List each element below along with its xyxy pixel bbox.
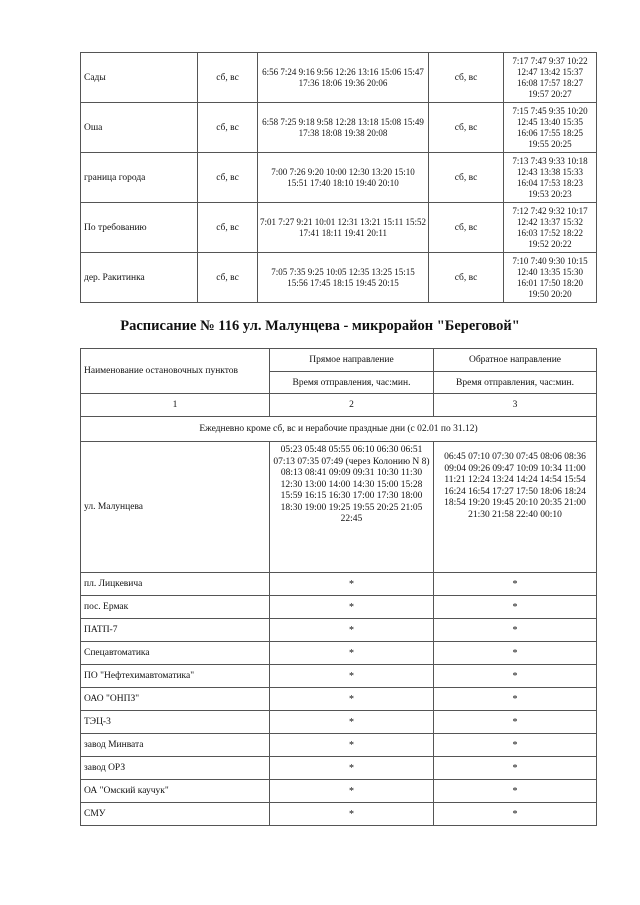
forward-mark: * xyxy=(270,596,434,619)
table-row xyxy=(81,711,597,734)
forward-mark: * xyxy=(270,619,434,642)
times-forward: 7:05 7:35 9:25 10:05 12:35 13:25 15:15 15:56 17:45 18:15 19:45 20:15 xyxy=(258,253,429,303)
days-forward: сб, вс xyxy=(198,253,258,303)
backward-mark: * xyxy=(434,688,597,711)
backward-mark: * xyxy=(434,757,597,780)
forward-mark: * xyxy=(270,734,434,757)
table-row xyxy=(81,734,597,757)
column-number-1: 1 xyxy=(81,394,270,417)
table-row xyxy=(81,573,597,596)
backward-mark: * xyxy=(434,734,597,757)
table-row xyxy=(81,688,597,711)
backward-mark: * xyxy=(434,596,597,619)
forward-mark: * xyxy=(270,688,434,711)
header-forward-time: Время отправления, час:мин. xyxy=(270,372,434,394)
table-row xyxy=(81,53,597,103)
stop-name: Сады xyxy=(81,53,198,103)
times-backward: 7:13 7:43 9:33 10:18 12:43 13:38 15:33 16:04 17:53 18:23 19:53 20:23 xyxy=(504,153,597,203)
backward-mark: * xyxy=(434,619,597,642)
stop-name: Оша xyxy=(81,103,198,153)
route-116-schedule-table xyxy=(80,348,597,826)
days-backward: сб, вс xyxy=(429,153,504,203)
days-forward: сб, вс xyxy=(198,203,258,253)
table-row xyxy=(81,203,597,253)
forward-mark: * xyxy=(270,665,434,688)
times-forward: 7:01 7:27 9:21 10:01 12:31 13:21 15:11 15:52 17:41 18:11 19:41 20:11 xyxy=(258,203,429,253)
stop-name: граница города xyxy=(81,153,198,203)
table-row xyxy=(81,253,597,303)
stop-name: СМУ xyxy=(81,803,270,826)
stop-name: ОА "Омский каучук" xyxy=(81,780,270,803)
forward-mark: * xyxy=(270,803,434,826)
stop-name: ПАТП-7 xyxy=(81,619,270,642)
backward-mark: * xyxy=(434,665,597,688)
stop-name: дер. Ракитинка xyxy=(81,253,198,303)
times-backward: 7:17 7:47 9:37 10:22 12:47 13:42 15:37 16:08 17:57 18:27 19:57 20:27 xyxy=(504,53,597,103)
forward-mark: * xyxy=(270,757,434,780)
header-stops: Наименование остановочных пунктов xyxy=(81,349,270,394)
stop-name: завод Минвата xyxy=(81,734,270,757)
backward-mark: * xyxy=(434,711,597,734)
days-forward: сб, вс xyxy=(198,103,258,153)
times-forward: 6:56 7:24 9:16 9:56 12:26 13:16 15:06 15:47 17:36 18:06 19:36 20:06 xyxy=(258,53,429,103)
first-stop-name: ул. Малунцева xyxy=(81,442,270,573)
days-backward: сб, вс xyxy=(429,103,504,153)
backward-mark: * xyxy=(434,573,597,596)
times-backward: 7:10 7:40 9:30 10:15 12:40 13:35 15:30 16:01 17:50 18:20 19:50 20:20 xyxy=(504,253,597,303)
table-row xyxy=(81,803,597,826)
schedule-note: Ежедневно кроме сб, вс и нерабочие праздные дни (с 02.01 по 31.12) xyxy=(81,417,597,442)
times-backward: 7:15 7:45 9:35 10:20 12:45 13:40 15:35 16:06 17:55 18:25 19:55 20:25 xyxy=(504,103,597,153)
days-forward: сб, вс xyxy=(198,53,258,103)
backward-mark: * xyxy=(434,803,597,826)
header-row xyxy=(81,349,597,372)
schedule-title: Расписание № 116 ул. Малунцева - микрорайон "Береговой" xyxy=(120,318,520,334)
backward-mark: * xyxy=(434,642,597,665)
forward-mark: * xyxy=(270,642,434,665)
header-forward: Прямое направление xyxy=(270,349,434,372)
first-stop-forward-times: 05:23 05:48 05:55 06:10 06:30 06:51 07:13 07:35 07:49 (через Колонию N 8) 08:13 08:41 09:09 09:31 10:30 11:30 12:30 13:00 14:00 14:30 15:00 15:28 15:59 16:15 16:30 17:00 17:30 18:00 18:30 19:00 19:25 19:55 20:25 21:05 22:45 xyxy=(270,442,434,573)
first-stop-backward-times: 06:45 07:10 07:30 07:45 08:06 08:36 09:04 09:26 09:47 10:09 10:34 11:00 11:21 12:24 13:24 14:24 14:54 15:54 16:24 16:54 17:27 17:50 18:06 18:24 18:54 19:20 19:45 20:10 20:35 21:00 21:30 21:58 22:40 00:10 xyxy=(434,442,597,573)
table-row xyxy=(81,619,597,642)
previous-schedule-table xyxy=(80,52,597,303)
table-row xyxy=(81,780,597,803)
stop-name: завод ОРЗ xyxy=(81,757,270,780)
table-row xyxy=(81,103,597,153)
stop-name: ТЭЦ-3 xyxy=(81,711,270,734)
days-forward: сб, вс xyxy=(198,153,258,203)
days-backward: сб, вс xyxy=(429,53,504,103)
forward-mark: * xyxy=(270,573,434,596)
table-row xyxy=(81,596,597,619)
table-row xyxy=(81,642,597,665)
table-row xyxy=(81,153,597,203)
times-forward: 6:58 7:25 9:18 9:58 12:28 13:18 15:08 15:49 17:38 18:08 19:38 20:08 xyxy=(258,103,429,153)
times-forward: 7:00 7:26 9:20 10:00 12:30 13:20 15:10 15:51 17:40 18:10 19:40 20:10 xyxy=(258,153,429,203)
times-backward: 7:12 7:42 9:32 10:17 12:42 13:37 15:32 16:03 17:52 18:22 19:52 20:22 xyxy=(504,203,597,253)
stop-name: ОАО "ОНПЗ" xyxy=(81,688,270,711)
header-backward: Обратное направление xyxy=(434,349,597,372)
column-number-2: 2 xyxy=(270,394,434,417)
table-row xyxy=(81,665,597,688)
days-backward: сб, вс xyxy=(429,203,504,253)
stop-name: По требованию xyxy=(81,203,198,253)
header-backward-time: Время отправления, час:мин. xyxy=(434,372,597,394)
backward-mark: * xyxy=(434,780,597,803)
column-number-3: 3 xyxy=(434,394,597,417)
stop-name: Спецавтоматика xyxy=(81,642,270,665)
stop-name: пос. Ермак xyxy=(81,596,270,619)
forward-mark: * xyxy=(270,780,434,803)
stop-name: пл. Лицкевича xyxy=(81,573,270,596)
first-stop-row xyxy=(81,442,597,573)
column-number-row xyxy=(81,394,597,417)
forward-mark: * xyxy=(270,711,434,734)
stop-name: ПО "Нефтехимавтоматика" xyxy=(81,665,270,688)
schedule-note-row xyxy=(81,417,597,442)
table-row xyxy=(81,757,597,780)
days-backward: сб, вс xyxy=(429,253,504,303)
